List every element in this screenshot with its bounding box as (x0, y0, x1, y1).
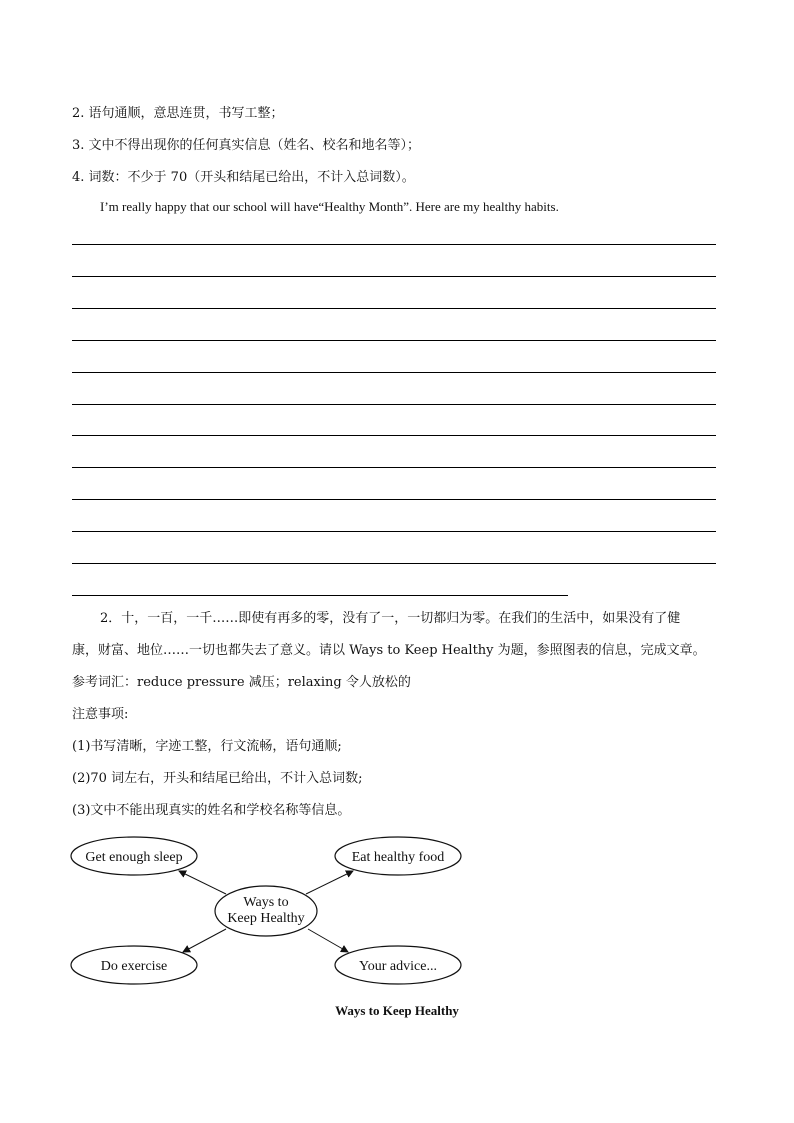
writing-line[interactable] (72, 499, 716, 500)
writing-line[interactable] (72, 340, 716, 341)
writing-line-last[interactable] (72, 595, 568, 596)
task2-notes-title: 注意事项: (72, 707, 129, 722)
node-center-label-2: Keep Healthy (227, 911, 305, 926)
task2-note-1: (1)书写清晰，字迹工整，行文流畅，语句通顺; (72, 739, 342, 754)
writing-line[interactable] (72, 531, 716, 532)
node-top-right-label: Eat healthy food (351, 850, 445, 865)
writing-line[interactable] (72, 404, 716, 405)
node-bottom-left-label: Do exercise (100, 959, 168, 974)
task2-intro-line1: 2．十，一百，一千……即使有再多的零，没有了一，一切都归为零。在我们的生活中，如果没有了健 (100, 611, 681, 626)
writing-line[interactable] (72, 435, 716, 436)
writing-line[interactable] (72, 244, 716, 245)
mind-map-diagram (66, 834, 476, 994)
node-center-label-1: Ways to (243, 895, 289, 910)
arrow-bottom-right (308, 929, 348, 952)
arrow-top-left (179, 871, 226, 894)
arrow-bottom-left (183, 929, 226, 952)
task2-note-2: (2)70 词左右，开头和结尾已给出，不计入总词数; (72, 771, 363, 786)
task2-vocab: 参考词汇：reduce pressure 减压；relaxing 令人放松的 (72, 675, 411, 690)
task2-intro (72, 603, 722, 827)
task2-note-3: (3)文中不能出现真实的姓名和学校名称等信息。 (72, 803, 351, 818)
writing-line[interactable] (72, 372, 716, 373)
diagram-caption: Ways to Keep Healthy (335, 1003, 459, 1018)
node-top-left-label: Get enough sleep (85, 850, 183, 865)
arrow-top-right (306, 871, 353, 894)
task2-intro-line2: 康，财富、地位……一切也都失去了意义。请以 Ways to Keep Healthy 为题，参照图表的信息，完成文章。 (72, 643, 706, 658)
requirement-2: 2. 语句通顺，意思连贯，书写工整； (72, 106, 284, 121)
requirement-4: 4. 词数：不少于 70（开头和结尾已给出，不计入总词数）。 (72, 170, 415, 185)
writing-line[interactable] (72, 276, 716, 277)
writing-line[interactable] (72, 563, 716, 564)
node-bottom-right-label: Your advice... (359, 959, 437, 974)
requirement-3: 3. 文中不得出现你的任何真实信息（姓名、校名和地名等）； (72, 138, 421, 153)
starter-sentence: I’m really happy that our school will have“Healthy Month”. Here are my healthy habits. (100, 199, 559, 214)
writing-line[interactable] (72, 308, 716, 309)
writing-line[interactable] (72, 467, 716, 468)
